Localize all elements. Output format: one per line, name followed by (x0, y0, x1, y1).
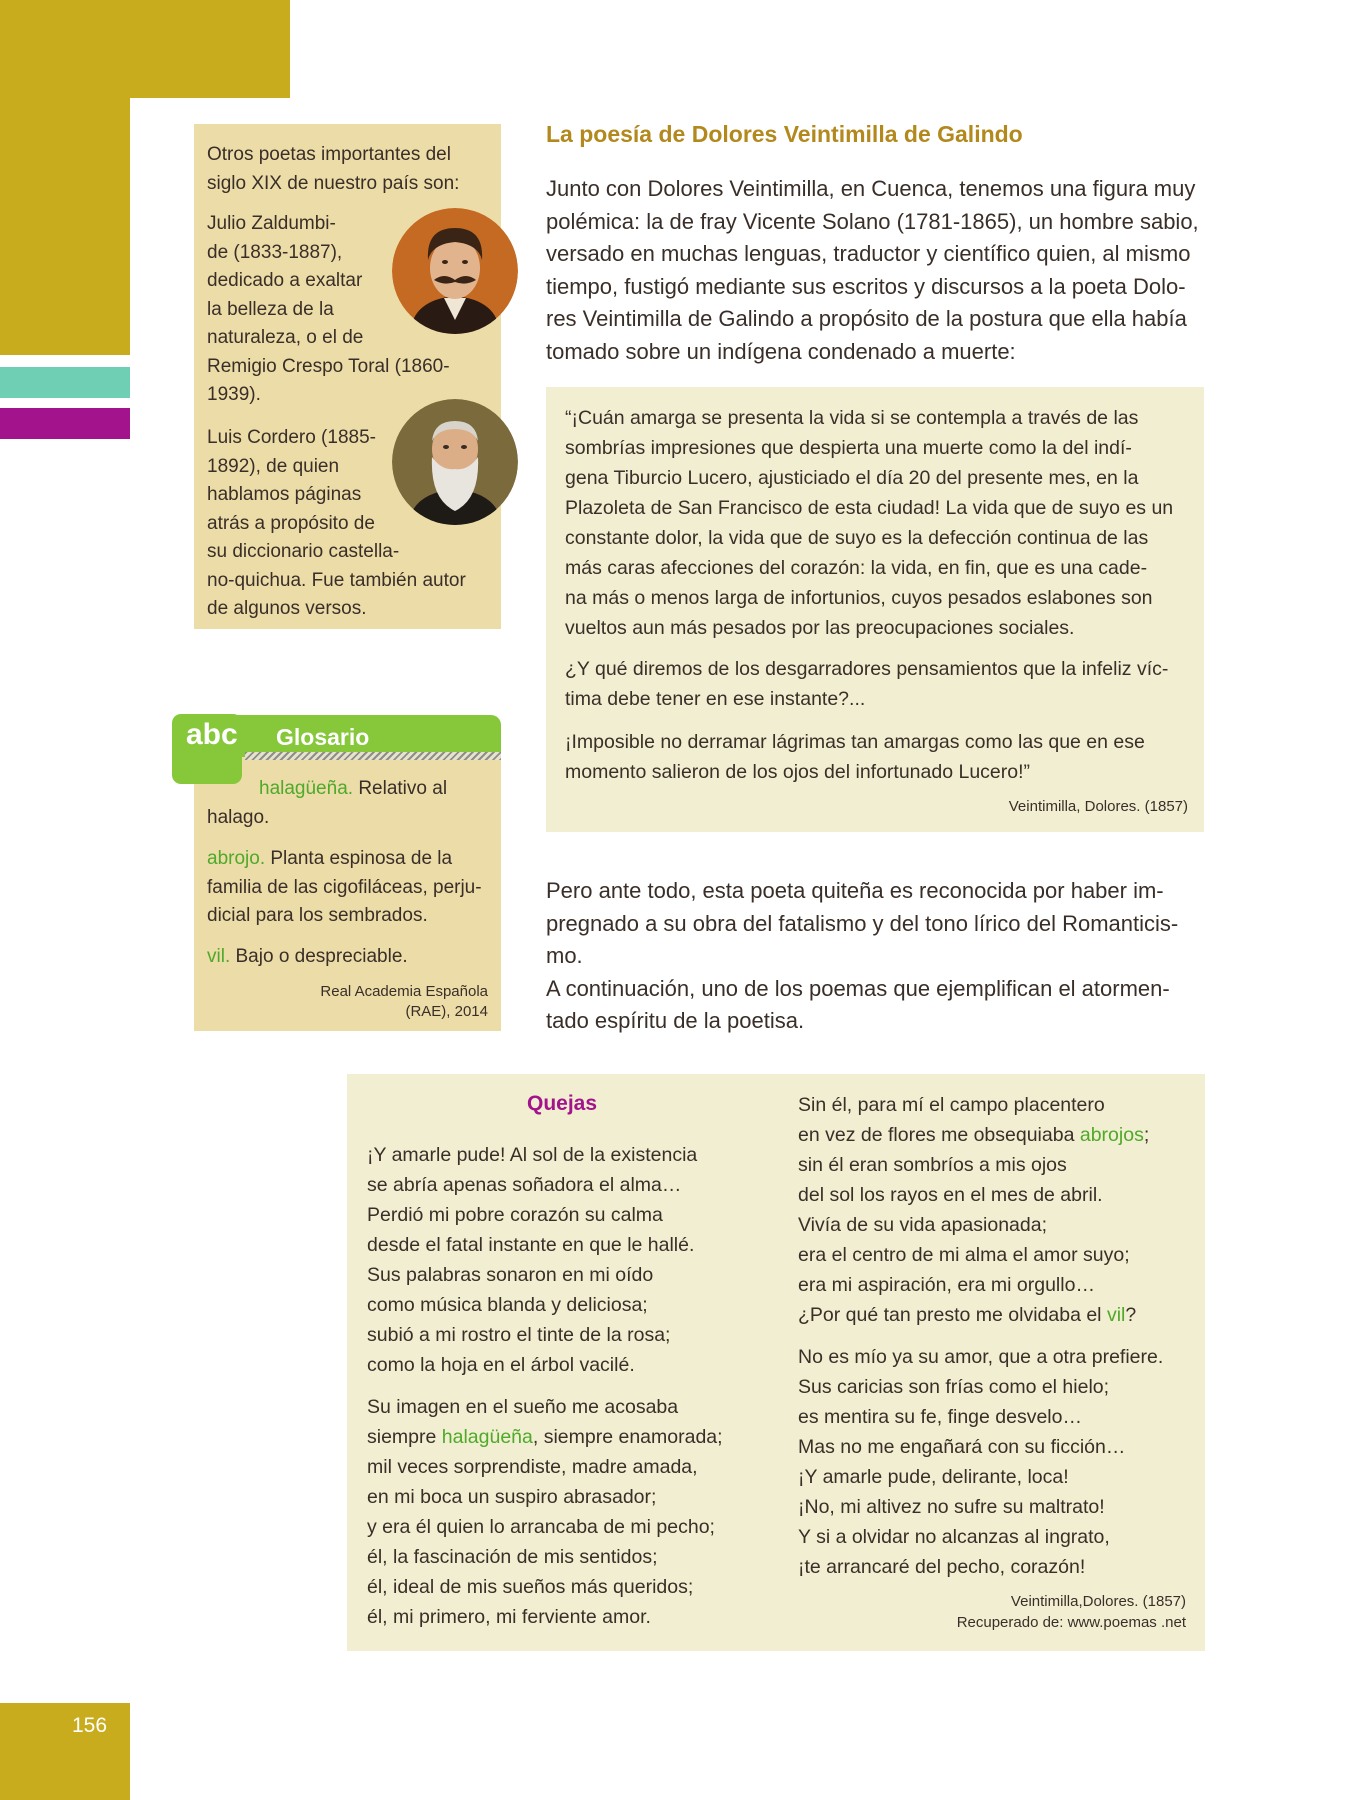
quote-line: gena Tiburcio Lucero, ajusticiado el día 20 del presente mes, en la (565, 467, 1139, 489)
portrait-cordero (392, 399, 518, 525)
glossary-entry-abrojo (207, 845, 501, 931)
poem-line (798, 1120, 1149, 1150)
quote-line: tima debe tener en ese instante?... (565, 688, 866, 710)
poets-intro-line: Otros poetas importantes del (207, 144, 451, 165)
poem-text: , siempre enamorada; (532, 1426, 723, 1448)
poet-text-line: la belleza de la (207, 298, 334, 320)
quote-line: momento salieron de los ojos del infortunado Lucero!” (565, 761, 1031, 783)
quote-line: vueltos aun más pesados por las preocupaciones sociales. (565, 617, 1075, 639)
quote-paragraph-2 (565, 654, 1195, 714)
poem-line: él, la fascinación de mis sentidos; (367, 1546, 658, 1568)
poem-title: Quejas (527, 1092, 598, 1115)
poem-line: del sol los rayos en el mes de abril. (798, 1184, 1103, 1206)
poem-line (367, 1422, 723, 1452)
poets-intro (207, 141, 459, 198)
poem-line: como la hoja en el árbol vacilé. (367, 1354, 635, 1376)
quote-line: sombrías impresiones que despierta una muerte como la del indí- (565, 437, 1132, 459)
page-number: 156 (72, 1714, 108, 1737)
poet-text-line: naturaleza, o el de (207, 327, 364, 348)
glossary-highlight: abrojos (1079, 1124, 1144, 1146)
poem-line: subió a mi rostro el tinte de la rosa; (367, 1324, 671, 1346)
poem-stanza-1 (367, 1140, 697, 1380)
quote-paragraph-1 (565, 403, 1195, 643)
poet-text-line: atrás a propósito de (207, 512, 375, 534)
poem-line: él, ideal de mis sueños más queridos; (367, 1576, 694, 1598)
poet-text-line: hablamos páginas (207, 484, 362, 505)
glossary-entry-vil (207, 943, 497, 972)
quote-line: na más o menos larga de infortunios, cuyos pesados eslabones son (565, 587, 1153, 609)
glossary-highlight: vil (1106, 1304, 1126, 1326)
poem-citation (880, 1591, 1186, 1633)
poem-line: ¡Y amarle pude, delirante, loca! (798, 1466, 1069, 1488)
glossary-definition: Planta espinosa de la (265, 848, 453, 869)
poem-line: ¡No, mi altivez no sufre su maltrato! (798, 1496, 1105, 1518)
glossary-definition: Bajo o despreciable. (230, 946, 408, 967)
poem-line: como música blanda y deliciosa; (367, 1294, 648, 1316)
glossary-abc-icon (172, 714, 242, 784)
quote-citation: Veintimilla, Dolores. (1857) (1008, 798, 1188, 815)
paragraph-line: Junto con Dolores Veintimilla, en Cuenca, tenemos una figura muy (546, 176, 1196, 201)
poet-text-line: Luis Cordero (1885- (207, 427, 376, 448)
glossary-highlight: halagüeña (441, 1426, 533, 1448)
poem-line: en mi boca un suspiro abrasador; (367, 1486, 657, 1508)
glossary-badge-letters: abc (186, 718, 238, 751)
paragraph-line: polémica: la de fray Vicente Solano (1781-1865), un hombre sabio, (546, 208, 1199, 234)
glossary-term: abrojo. (207, 848, 266, 869)
poem-line: era mi aspiración, era mi orgullo… (798, 1274, 1095, 1296)
quote-line: ¿Y qué diremos de los desgarradores pensamientos que la infeliz víc- (565, 658, 1169, 680)
poem-line: No es mío ya su amor, que a otra prefiere. (798, 1346, 1164, 1368)
poem-line: Su imagen en el sueño me acosaba (367, 1396, 679, 1418)
paragraph-line: A continuación, uno de los poemas que ejemplifican el atormen- (546, 975, 1170, 1001)
poet-text-line: no-quichua. Fue también autor (207, 569, 466, 591)
glossary-source-line: (RAE), 2014 (405, 1003, 488, 1020)
poem-text: ¿Por qué tan presto me olvidaba el (798, 1304, 1107, 1326)
poem-text: en vez de flores me obsequiaba (798, 1124, 1080, 1146)
glossary-definition: halago. (207, 806, 270, 828)
poem-text: siempre (367, 1426, 442, 1448)
poet-text-line: dedicado a exaltar (207, 270, 363, 291)
poem-line: Mas no me engañará con su ficción… (798, 1436, 1126, 1458)
portrait-zaldumbide (392, 208, 518, 334)
poem-line (798, 1300, 1149, 1330)
glossary-definition: Relativo al (353, 778, 448, 799)
quote-line: Plazoleta de San Francisco de esta ciudad! La vida que de suyo es un (565, 497, 1174, 519)
glossary-title: Glosario (276, 724, 370, 750)
quote-line: “¡Cuán amarga se presenta la vida si se contempla a través de las (565, 407, 1139, 429)
poet-text-line: de (1833-1887), (207, 241, 343, 263)
decor-magenta-bar (0, 408, 130, 439)
paragraph-line: tiempo, fustigó mediante sus escritos y discursos a la poeta Dolo- (546, 273, 1186, 299)
poem-line: y era él quien lo arrancaba de mi pecho; (367, 1516, 715, 1538)
poet-text-line: Julio Zaldumbi- (207, 213, 336, 234)
poem-line: era el centro de mi alma el amor suyo; (798, 1244, 1130, 1266)
poem-line: sin él eran sombríos a mis ojos (798, 1154, 1067, 1176)
poem-stanza-2 (367, 1392, 723, 1632)
paragraph-line: versado en muchas lenguas, traductor y científico quien, al mismo (546, 241, 1191, 266)
glossary-definition: familia de las cigofiláceas, perju- (207, 876, 482, 898)
poet-text-line: su diccionario castella- (207, 541, 400, 562)
outro-paragraph (546, 875, 1216, 1038)
poem-stanza-4 (798, 1342, 1163, 1582)
poet-text-line: 1939). (207, 384, 261, 405)
poem-citation-line: Recuperado de: www.poemas .net (956, 1614, 1186, 1631)
glossary-definition: dicial para los sembrados. (207, 905, 428, 926)
other-poets-box (194, 124, 501, 629)
poem-line: Vivía de su vida apasionada; (798, 1214, 1047, 1236)
poem-text: ? (1125, 1304, 1137, 1326)
quote-line: constante dolor, la vida que de suyo es la defección continua de las (565, 527, 1149, 549)
poem-text: ; (1143, 1124, 1150, 1146)
decor-teal-bar (0, 367, 130, 398)
glossary-term: vil. (207, 946, 231, 967)
poem-line: desde el fatal instante en que le hallé. (367, 1234, 695, 1256)
poem-citation-line: Veintimilla,Dolores. (1857) (1010, 1593, 1186, 1610)
poem-line: Perdió mi pobre corazón su calma (367, 1204, 663, 1226)
poem-line: mil veces sorprendiste, madre amada, (367, 1456, 698, 1478)
glossary-source (290, 982, 488, 1022)
section-heading: La poesía de Dolores Veintimilla de Galindo (546, 121, 1023, 147)
quote-line: ¡Imposible no derramar lágrimas tan amargas como las que en ese (565, 731, 1145, 753)
intro-paragraph (546, 173, 1216, 368)
decor-gold-left-strip (0, 0, 130, 355)
quote-line: más caras afecciones del corazón: la vida, en fin, que es una cade- (565, 557, 1148, 579)
poem-line: es mentira su fe, finge desvelo… (798, 1406, 1082, 1428)
poet-text-line: de algunos versos. (207, 598, 367, 619)
paragraph-line: tomado sobre un indígena condenado a muerte: (546, 338, 1016, 364)
poem-line: ¡te arrancaré del pecho, corazón! (798, 1556, 1086, 1578)
paragraph-line: pregnado a su obra del fatalismo y del tono lírico del Romanticis- (546, 910, 1179, 936)
glossary-term: halagüeña. (259, 778, 354, 799)
paragraph-line: mo. (546, 943, 583, 968)
glossary-entry-halaguena (207, 775, 497, 832)
poem-line: ¡Y amarle pude! Al sol de la existencia (367, 1144, 698, 1166)
glossary-header-stripes (245, 752, 501, 760)
poem-line: Sus palabras sonaron en mi oído (367, 1264, 654, 1286)
poem-stanza-3 (798, 1090, 1149, 1330)
poem-line: Y si a olvidar no alcanzas al ingrato, (798, 1526, 1110, 1548)
poet-text-line: Remigio Crespo Toral (1860- (207, 355, 450, 377)
glossary-source-line: Real Academia Española (320, 983, 488, 1000)
poet-text-line: 1892), de quien (207, 455, 340, 477)
quote-paragraph-3 (565, 727, 1195, 787)
poets-intro-line: siglo XIX de nuestro país son: (207, 172, 460, 194)
poem-line: él, mi primero, mi ferviente amor. (367, 1606, 651, 1628)
poem-line: Sus caricias son frías como el hielo; (798, 1376, 1110, 1398)
paragraph-line: Pero ante todo, esta poeta quiteña es reconocida por haber im- (546, 878, 1164, 903)
poem-line: Sin él, para mí el campo placentero (798, 1094, 1105, 1116)
paragraph-line: res Veintimilla de Galindo a propósito de la postura que ella había (546, 306, 1187, 331)
paragraph-line: tado espíritu de la poetisa. (546, 1008, 805, 1033)
poem-line: se abría apenas soñadora el alma… (367, 1174, 682, 1196)
decor-gold-bottom-block (0, 1703, 130, 1800)
